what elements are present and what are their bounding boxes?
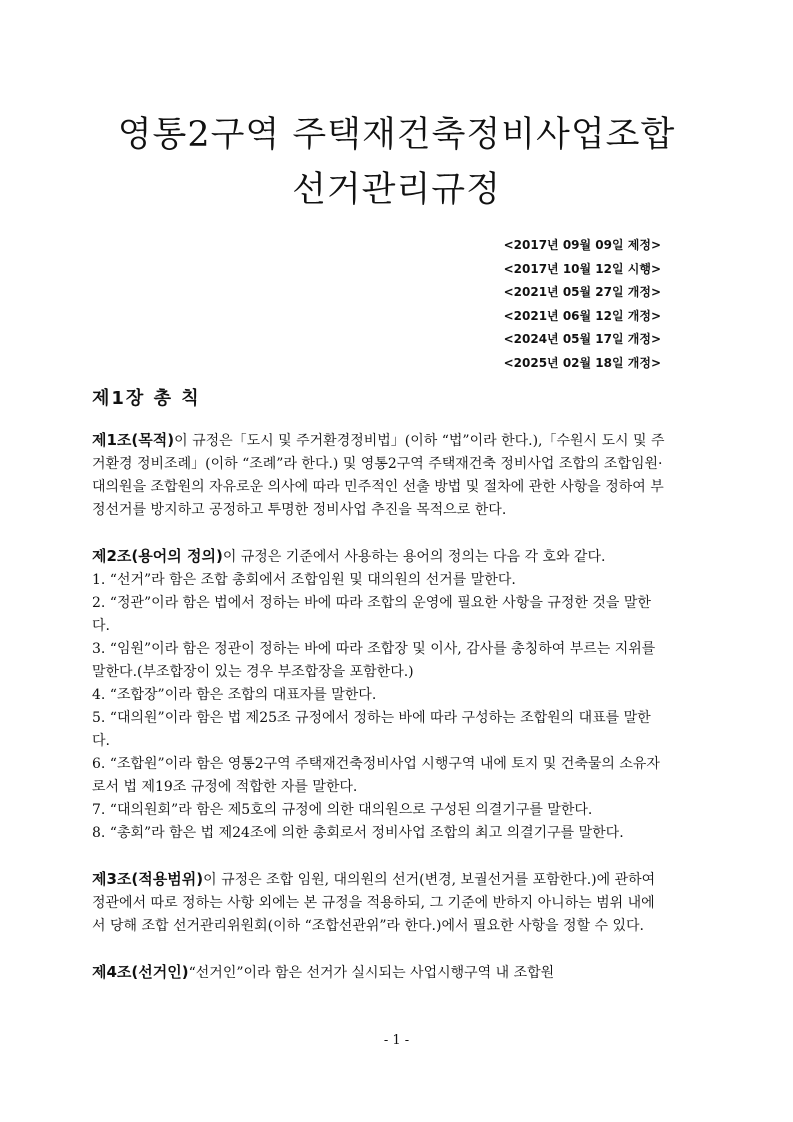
article-heading: 제3조(적용범위): [92, 870, 204, 888]
definition-item: 3. “임원”이라 함은 정관이 정하는 바에 따라 조합장 및 이사, 감사를 총칭하여 부르는 지위를 말한다.(부조합장이 있는 경우 부조합장을 포함한다.): [92, 641, 656, 680]
article-paragraph: [92, 868, 668, 938]
definition-item: 2. “정관”이라 함은 법에서 정하는 바에 따라 조합의 운영에 필요한 사항을 규정한 것을 말한다.: [92, 595, 651, 634]
article-4: [92, 961, 668, 985]
revision-entry: <2021년 06월 12일 개정>: [503, 308, 661, 323]
revision-entry: <2021년 05월 27일 개정>: [503, 285, 661, 300]
revision-history: [504, 234, 661, 376]
definition-item: 5. “대의원”이라 함은 법 제25조 규정에서 정하는 바에 따라 구성하는 조합원의 대표를 말한다.: [92, 710, 651, 749]
definition-item: 1. “선거”라 함은 조합 총회에서 조합임원 및 대의원의 선거를 말한다.: [92, 572, 516, 588]
revision-entry: <2017년 09월 09일 제정>: [503, 238, 661, 252]
article-paragraph: [92, 429, 668, 522]
article-3: [92, 868, 668, 938]
revision-entry: <2024년 05월 17일 개정>: [503, 332, 661, 347]
article-text: 이 규정은「도시 및 주거환경정비법」(이하 “법”이라 한다.),「수원시 도시 및 주거환경 정비조례」(이하 “조례”라 한다.) 및 영통2구역 주택재건축 정비사업 조합의 조합임원·대의원을 조합원의 자유로운 의사에 따라 민주적인 선출 방법 및 절차에 관한 사항을 정하여 부정선거를 방지하고 공정하고 투명한 정비사업 추진을 목적으로 한다.: [92, 433, 665, 518]
definition-item: 7. “대의원회”라 함은 제5호의 규정에 의한 대의원으로 구성된 의결기구를 말한다.: [92, 802, 593, 818]
title-line-2: 선거관리규정: [292, 170, 501, 210]
definition-item: 8. “총회”라 함은 법 제24조에 의한 총회로서 정비사업 조합의 최고 의결기구를 말한다.: [92, 825, 624, 841]
article-2: [92, 545, 668, 845]
title-line-1: 영통2구역 주택재건축정비사업조합: [117, 115, 676, 155]
document-title: [0, 108, 793, 218]
chapter-heading: 제1장 총 칙: [92, 388, 201, 409]
article-paragraph: [92, 961, 668, 985]
revision-entry: <2017년 10월 12일 시행>: [503, 261, 661, 276]
article-heading: 제4조(선거인): [92, 963, 189, 981]
revision-entry: <2025년 02월 18일 개정>: [503, 355, 661, 370]
article-1: [92, 429, 668, 522]
definition-item: 6. “조합원”이라 함은 영통2구역 주택재건축정비사업 시행구역 내에 토지 및 건축물의 소유자로서 법 제19조 규정에 적합한 자를 말한다.: [92, 756, 660, 795]
article-text: “선거인”이라 함은 선거가 실시되는 사업시행구역 내 조합원: [188, 965, 555, 981]
article-heading: 제2조(용어의 정의): [92, 547, 223, 565]
article-paragraph: [92, 545, 668, 569]
article-text: 이 규정은 조합 임원, 대의원의 선거(변경, 보궐선거를 포함한다.)에 관하여 정관에서 따로 정하는 사항 외에는 본 규정을 적용하되, 그 기준에 반하지 아니하는 범위 내에서 당해 조합 선거관리위원회(이하 “조합선관위”라 한다.)에서 필요한 사항을 정할 수 있다.: [92, 872, 656, 934]
page-number: - 1 -: [383, 1033, 410, 1048]
article-text: 이 규정은 기준에서 사용하는 용어의 정의는 다음 각 호와 같다.: [222, 549, 606, 565]
definition-item: 4. “조합장”이라 함은 조합의 대표자를 말한다.: [92, 687, 377, 703]
article-heading: 제1조(목적): [92, 431, 175, 449]
document-body: [92, 429, 668, 1008]
